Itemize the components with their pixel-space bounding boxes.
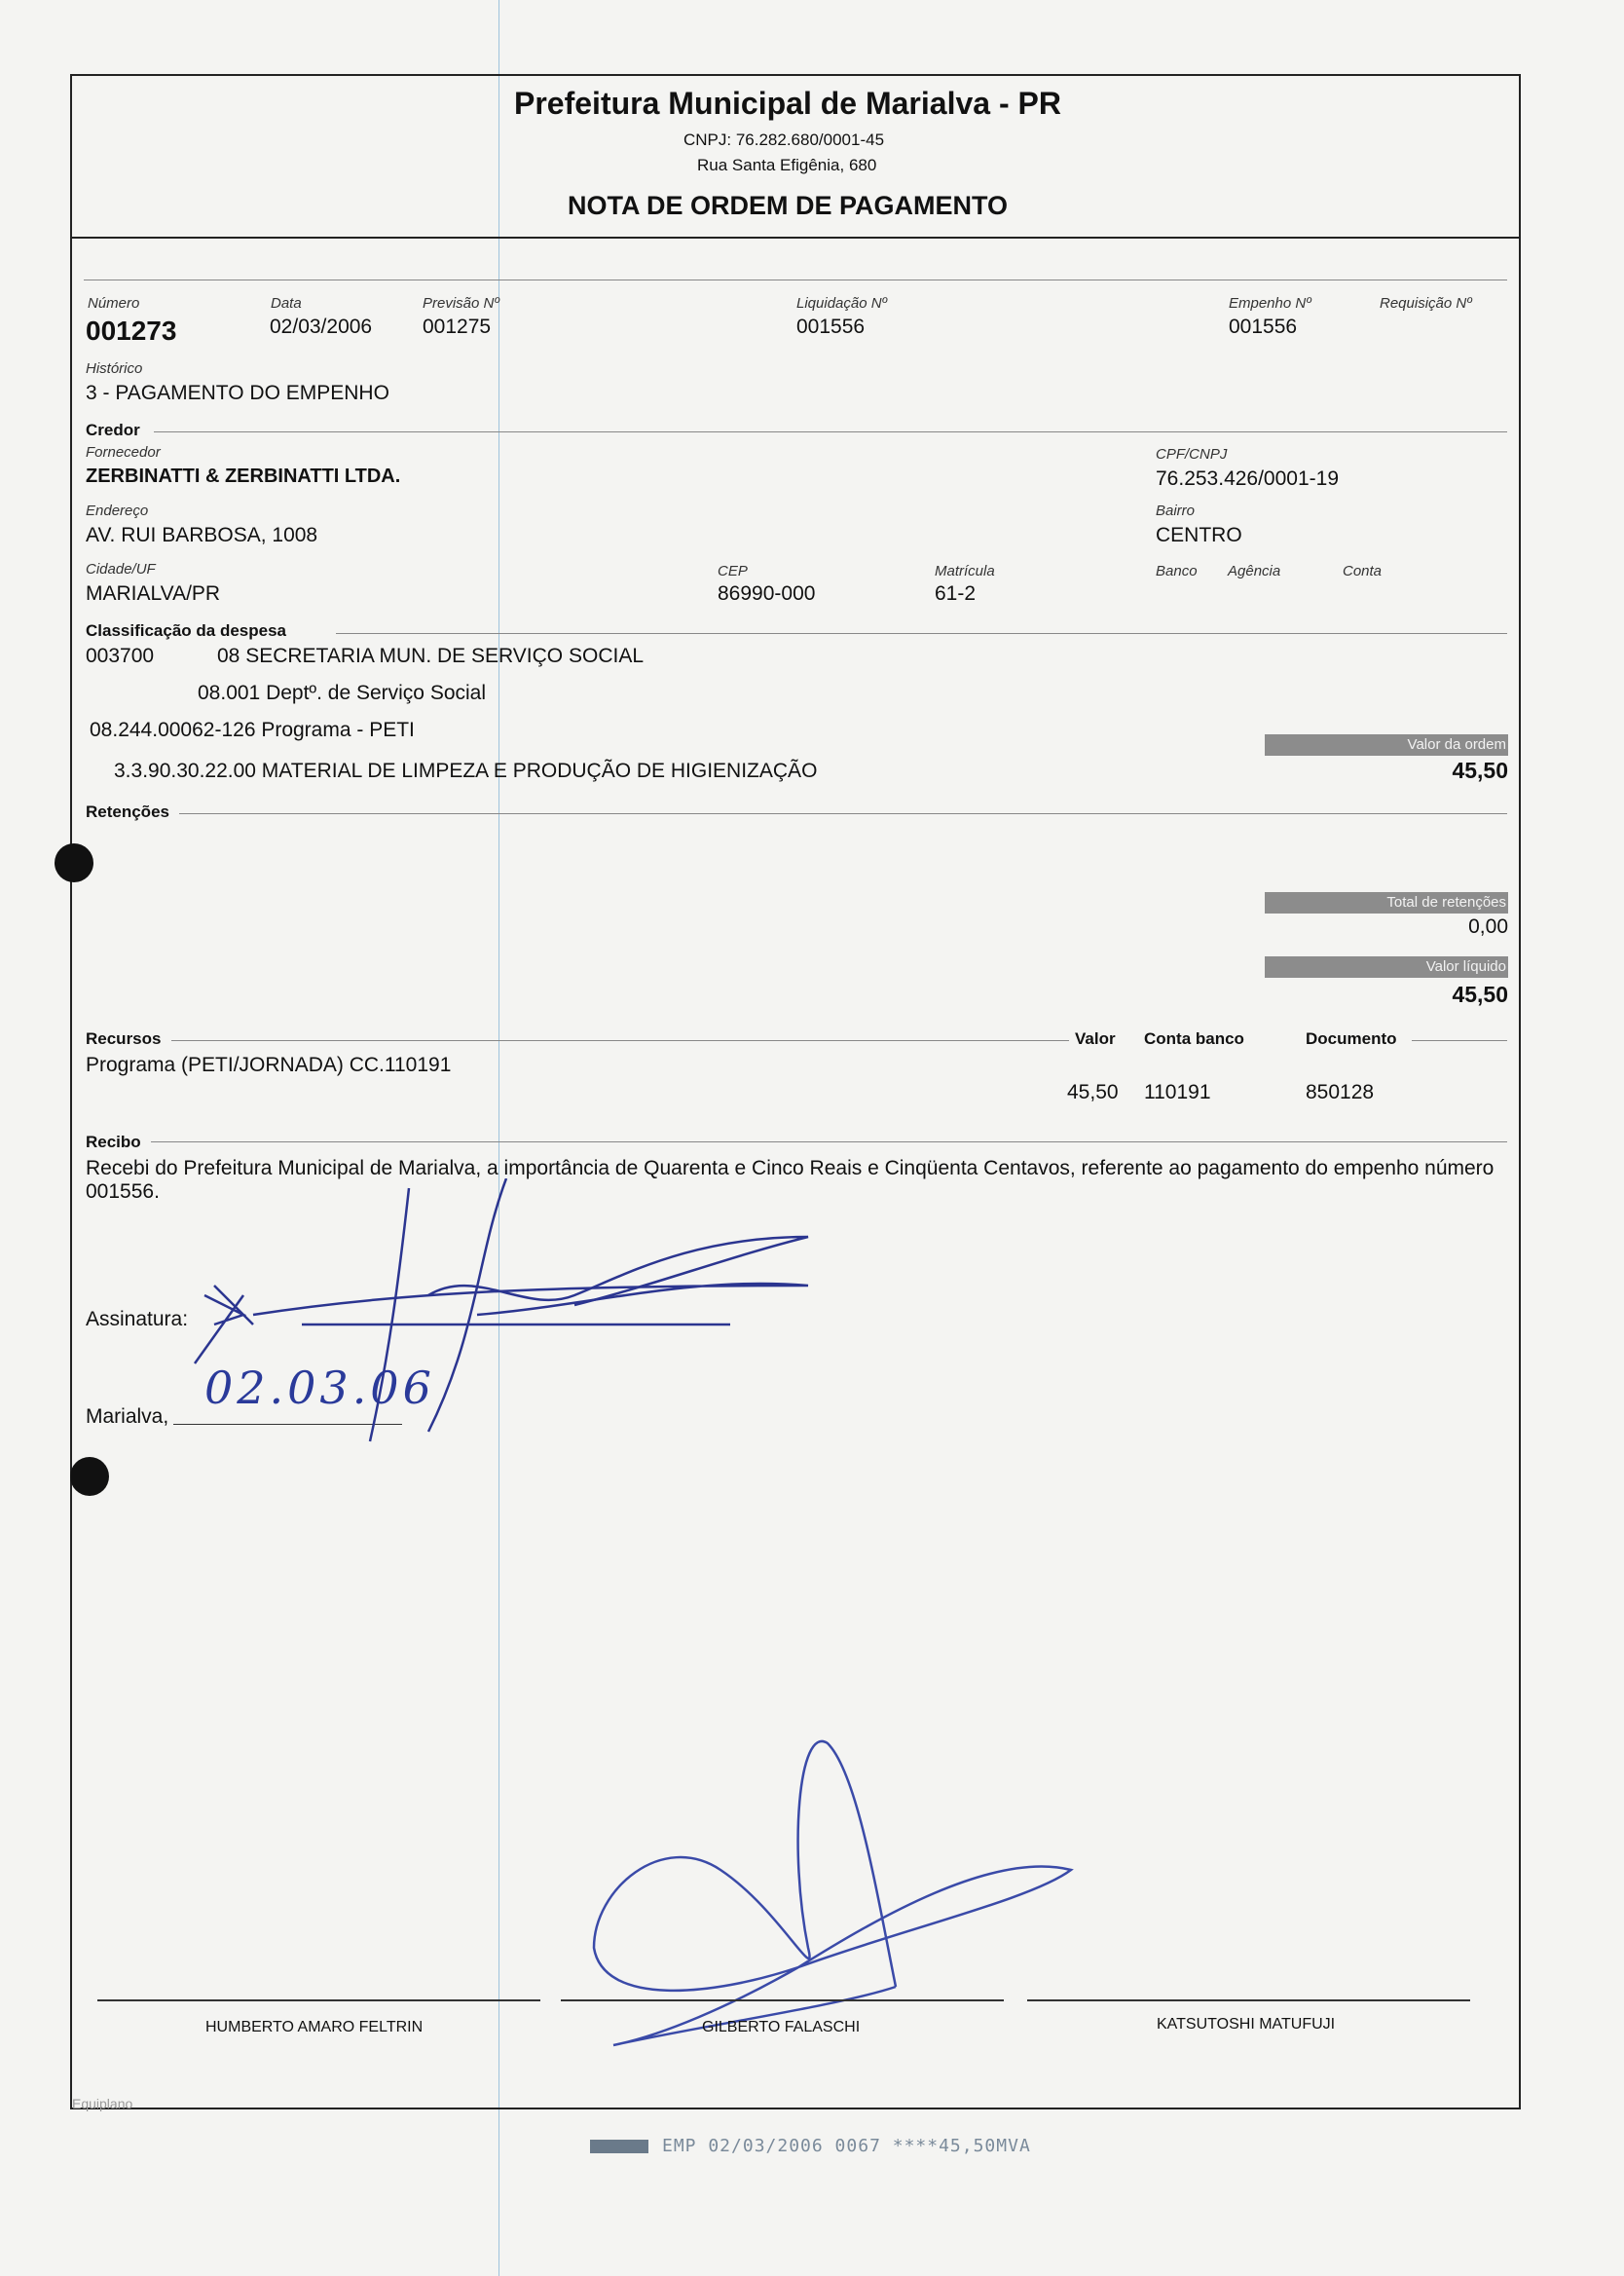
recursos-rule bbox=[171, 1040, 1069, 1041]
numero-label: Número bbox=[88, 295, 140, 312]
classificacao-rule bbox=[336, 633, 1507, 634]
recibo-section-title: Recibo bbox=[86, 1133, 141, 1151]
unidade-value: 08.001 Deptº. de Serviço Social bbox=[198, 682, 487, 704]
total-retencoes-value: 0,00 bbox=[1468, 915, 1508, 938]
header-cnpj: CNPJ: 76.282.680/0001-45 bbox=[683, 131, 885, 149]
data-value: 02/03/2006 bbox=[270, 316, 373, 338]
fornecedor-label: Fornecedor bbox=[86, 444, 161, 461]
conta-banco-column-header: Conta banco bbox=[1144, 1029, 1244, 1048]
receipt-signature bbox=[185, 1178, 818, 1461]
local-label: Marialva, bbox=[86, 1405, 169, 1428]
cidade-label: Cidade/UF bbox=[86, 561, 156, 578]
valor-ordem-value: 45,50 bbox=[1452, 758, 1508, 783]
stamp-text: EMP 02/03/2006 0067 ****45,50MVA bbox=[662, 2136, 1031, 2156]
documento-column-header: Documento bbox=[1306, 1029, 1397, 1048]
orgao-code: 003700 bbox=[86, 645, 155, 667]
historico-value: 3 - PAGAMENTO DO EMPENHO bbox=[86, 382, 389, 404]
recurso-valor: 45,50 bbox=[1067, 1081, 1119, 1103]
header-title: Prefeitura Municipal de Marialva - PR bbox=[514, 86, 1061, 121]
agencia-label: Agência bbox=[1228, 563, 1281, 579]
banco-label: Banco bbox=[1156, 563, 1198, 579]
endereco-value: AV. RUI BARBOSA, 1008 bbox=[86, 524, 318, 546]
large-signature bbox=[584, 1734, 1090, 2055]
classificacao-section-title: Classificação da despesa bbox=[86, 621, 287, 640]
valor-liquido-value: 45,50 bbox=[1452, 982, 1508, 1007]
software-footer: Equiplano bbox=[72, 2096, 133, 2111]
data-label: Data bbox=[271, 295, 302, 312]
stamp-mark-icon bbox=[590, 2140, 648, 2153]
documento-rule bbox=[1412, 1040, 1507, 1041]
cidade-value: MARIALVA/PR bbox=[86, 582, 221, 605]
recibo-text: Recebi do Prefeitura Municipal de Marialva, a importância de Quarenta e Cinco Reais e Cinqüenta Centavos, referente ao pagamento do empenho número 001556. bbox=[86, 1157, 1495, 1203]
recibo-rule bbox=[151, 1141, 1507, 1142]
punch-hole-lower bbox=[70, 1457, 109, 1496]
orgao-name: 08 SECRETARIA MUN. DE SERVIÇO SOCIAL bbox=[217, 645, 645, 667]
programa-value: 08.244.00062-126 Programa - PETI bbox=[90, 719, 415, 741]
matricula-value: 61-2 bbox=[935, 582, 977, 605]
assinatura-label: Assinatura: bbox=[86, 1308, 189, 1330]
handwritten-date: 02.03.06 bbox=[204, 1362, 435, 1414]
payment-stamp bbox=[590, 2136, 1031, 2156]
valor-ordem-label: Valor da ordem bbox=[1265, 734, 1508, 756]
doc-title: NOTA DE ORDEM DE PAGAMENTO bbox=[568, 191, 1009, 220]
punch-hole bbox=[55, 843, 93, 882]
header-address: Rua Santa Efigênia, 680 bbox=[697, 156, 877, 174]
endereco-label: Endereço bbox=[86, 503, 149, 519]
cep-label: CEP bbox=[718, 563, 748, 579]
credor-rule bbox=[154, 431, 1507, 432]
empenho-value: 001556 bbox=[1229, 316, 1298, 338]
numero-value: 001273 bbox=[86, 316, 177, 346]
retencoes-rule bbox=[179, 813, 1507, 814]
previsao-value: 001275 bbox=[423, 316, 492, 338]
signature-line-2 bbox=[561, 1999, 1004, 2001]
cpf-cnpj-value: 76.253.426/0001-19 bbox=[1156, 467, 1340, 490]
cpf-cnpj-label: CPF/CNPJ bbox=[1156, 446, 1228, 463]
valor-liquido-label: Valor líquido bbox=[1265, 956, 1508, 978]
previsao-label: Previsão Nº bbox=[423, 295, 499, 312]
signatory-2: GILBERTO FALASCHI bbox=[702, 2019, 861, 2035]
fornecedor-value: ZERBINATTI & ZERBINATTI LTDA. bbox=[86, 466, 401, 487]
bairro-label: Bairro bbox=[1156, 503, 1196, 519]
conta-label: Conta bbox=[1343, 563, 1383, 579]
recurso-documento: 850128 bbox=[1306, 1081, 1375, 1103]
credor-section-title: Credor bbox=[86, 421, 140, 439]
valor-column-header: Valor bbox=[1075, 1029, 1116, 1048]
historico-label: Histórico bbox=[86, 360, 143, 377]
recurso-descricao: Programa (PETI/JORNADA) CC.110191 bbox=[86, 1054, 452, 1076]
empenho-label: Empenho Nº bbox=[1229, 295, 1311, 312]
recurso-conta-banco: 110191 bbox=[1144, 1081, 1211, 1103]
liquidacao-label: Liquidação Nº bbox=[796, 295, 888, 312]
liquidacao-value: 001556 bbox=[796, 316, 866, 338]
header-divider bbox=[70, 237, 1521, 239]
signatory-1: HUMBERTO AMARO FELTRIN bbox=[205, 2019, 424, 2035]
signature-line-1 bbox=[97, 1999, 540, 2001]
total-retencoes-label: Total de retenções bbox=[1265, 892, 1508, 914]
retencoes-section-title: Retenções bbox=[86, 802, 169, 821]
requisicao-label: Requisição Nº bbox=[1380, 295, 1472, 312]
elemento-value: 3.3.90.30.22.00 MATERIAL DE LIMPEZA E PRODUÇÃO DE HIGIENIZAÇÃO bbox=[114, 760, 818, 782]
signature-line-3 bbox=[1027, 1999, 1470, 2001]
signatory-3: KATSUTOSHI MATUFUJI bbox=[1157, 2016, 1336, 2033]
cep-value: 86990-000 bbox=[718, 582, 816, 605]
recursos-section-title: Recursos bbox=[86, 1029, 162, 1048]
matricula-label: Matrícula bbox=[935, 563, 995, 579]
bairro-value: CENTRO bbox=[1156, 524, 1242, 546]
